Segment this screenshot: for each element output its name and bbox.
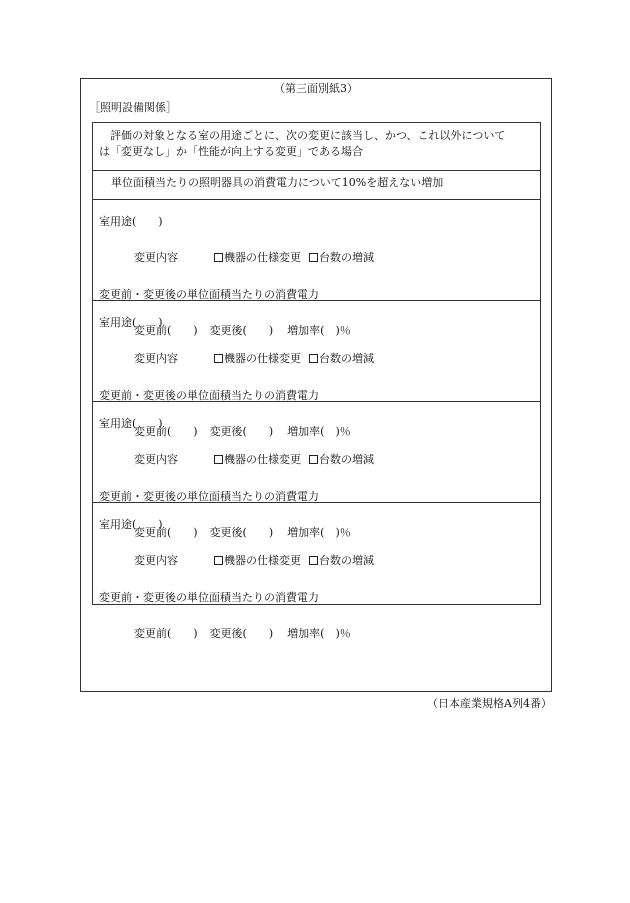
after-field[interactable]: 変更後( ) bbox=[209, 525, 274, 539]
after-field[interactable]: 変更後( ) bbox=[209, 323, 274, 337]
count-change-checkbox[interactable] bbox=[309, 556, 318, 565]
count-change-checkbox[interactable] bbox=[309, 253, 318, 262]
paper-size-note: （日本産業規格A列4番） bbox=[427, 697, 552, 710]
count-change-label: 台数の増減 bbox=[318, 554, 374, 568]
intro-row bbox=[93, 123, 540, 171]
count-change-label: 台数の増減 bbox=[318, 251, 374, 265]
power-consumption-label: 変更前・変更後の単位面積当たりの消費電力 bbox=[99, 489, 319, 503]
intro-line-2: は「変更なし」か「性能が向上する変更」である場合 bbox=[99, 144, 363, 158]
lighting-equipment-table bbox=[92, 122, 541, 640]
intro-line-1: 評価の対象となる室の用途ごとに、次の変更に該当し、かつ、これ以外について bbox=[110, 129, 506, 142]
room-use-field[interactable]: 室用途( ) bbox=[99, 316, 163, 329]
spec-change-label: 機器の仕様変更 bbox=[223, 352, 301, 366]
power-consumption-label: 変更前・変更後の単位面積当たりの消費電力 bbox=[99, 590, 319, 604]
limit-text: 単位面積当たりの照明器具の消費電力について10%を超えない増加 bbox=[111, 176, 444, 189]
room-use-field[interactable]: 室用途( ) bbox=[99, 215, 163, 228]
room-use-field[interactable]: 室用途( ) bbox=[99, 417, 163, 430]
before-field[interactable]: 変更前( ) bbox=[133, 323, 198, 337]
before-field[interactable]: 変更前( ) bbox=[133, 626, 198, 640]
change-content-label: 変更内容 bbox=[133, 554, 178, 568]
room-entry-1 bbox=[93, 200, 540, 337]
room-entry-4 bbox=[93, 503, 540, 640]
sheet-title: （第三面別紙3） bbox=[274, 82, 358, 95]
count-change-checkbox[interactable] bbox=[309, 354, 318, 363]
count-change-checkbox[interactable] bbox=[309, 455, 318, 464]
increase-rate-field[interactable]: 増加率( )％ bbox=[287, 626, 351, 640]
increase-rate-field[interactable]: 増加率( )％ bbox=[287, 424, 351, 438]
change-content-label: 変更内容 bbox=[133, 352, 178, 366]
form-frame bbox=[80, 78, 552, 692]
spec-change-checkbox[interactable] bbox=[214, 455, 223, 464]
increase-rate-field[interactable]: 増加率( )％ bbox=[287, 323, 351, 337]
spec-change-label: 機器の仕様変更 bbox=[223, 251, 301, 265]
before-field[interactable]: 変更前( ) bbox=[133, 424, 198, 438]
spec-change-label: 機器の仕様変更 bbox=[223, 453, 301, 467]
change-content-label: 変更内容 bbox=[133, 251, 178, 265]
count-change-label: 台数の増減 bbox=[318, 352, 374, 366]
room-use-field[interactable]: 室用途( ) bbox=[99, 518, 163, 531]
after-field[interactable]: 変更後( ) bbox=[209, 424, 274, 438]
spec-change-checkbox[interactable] bbox=[214, 556, 223, 565]
limit-row bbox=[93, 171, 540, 200]
section-label: ［照明設備関係］ bbox=[89, 101, 177, 114]
spec-change-checkbox[interactable] bbox=[214, 354, 223, 363]
spec-change-checkbox[interactable] bbox=[214, 253, 223, 262]
after-field[interactable]: 変更後( ) bbox=[209, 626, 274, 640]
room-entry-3 bbox=[93, 402, 540, 539]
increase-rate-field[interactable]: 増加率( )％ bbox=[287, 525, 351, 539]
power-consumption-label: 変更前・変更後の単位面積当たりの消費電力 bbox=[99, 388, 319, 402]
count-change-label: 台数の増減 bbox=[318, 453, 374, 467]
power-consumption-label: 変更前・変更後の単位面積当たりの消費電力 bbox=[99, 287, 319, 301]
spec-change-label: 機器の仕様変更 bbox=[223, 554, 301, 568]
before-field[interactable]: 変更前( ) bbox=[133, 525, 198, 539]
room-entry-2 bbox=[93, 301, 540, 438]
change-content-label: 変更内容 bbox=[133, 453, 178, 467]
